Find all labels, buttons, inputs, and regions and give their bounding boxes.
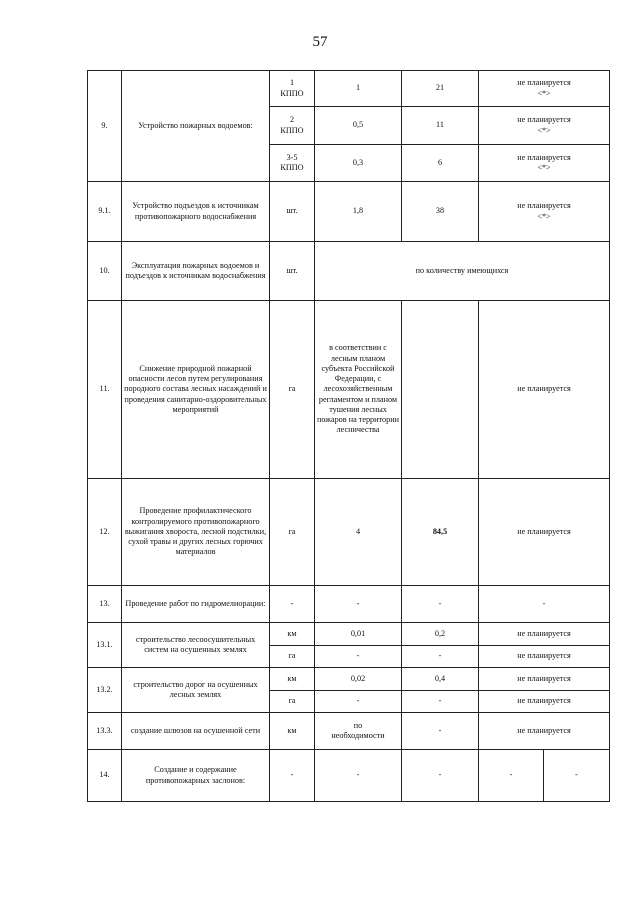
unit-cell: - (270, 750, 315, 802)
value-cell: - (315, 586, 402, 623)
unit-cell: 2 КППО (270, 107, 315, 145)
row-name: Устройство подъездов к источникам противопожарного водоснабжения (122, 182, 270, 242)
row-name: Проведение профилактического контролируемого противопожарного выжигания хвороста, лесной подстилки, сухой травы и других лесных горючих материалов (122, 479, 270, 586)
table-row (88, 301, 610, 479)
value-cell: 11 (402, 107, 479, 145)
plan-cell: не планируется (479, 623, 610, 646)
row-number: 12. (88, 479, 122, 586)
plan-cell: не планируется <*> (479, 182, 610, 242)
note-cell: в соответствии с лесным планом субъекта Российской Федерации, с лесохозяйственным регламентом и планом тушения лесных пожаров на территории лесничества (315, 301, 402, 479)
row-name: Снижение природной пожарной опасности лесов путем регулирования породного состава лесных насаждений и проведения санитарно-оздоровительных мероприятий (122, 301, 270, 479)
unit-cell: шт. (270, 242, 315, 301)
value-cell: 0,3 (315, 145, 402, 182)
row-number: 9. (88, 71, 122, 182)
unit-cell: 3-5 КППО (270, 145, 315, 182)
value-cell: 1,8 (315, 182, 402, 242)
value-cell: - (315, 750, 402, 802)
table-row (88, 750, 610, 802)
plan-cell: не планируется <*> (479, 145, 610, 182)
fire-prevention-table (87, 70, 610, 802)
value-cell: по необходимости (315, 713, 402, 750)
value-cell: - (402, 750, 479, 802)
page-number: 57 (312, 34, 328, 50)
row-number: 14. (88, 750, 122, 802)
row-name: Проведение работ по гидромелиорации: (122, 586, 270, 623)
value-cell: 0,02 (315, 668, 402, 691)
value-cell: 0,5 (315, 107, 402, 145)
unit-cell: км (270, 713, 315, 750)
plan-cell: - (479, 750, 544, 802)
table-row (88, 479, 610, 586)
unit-cell: км (270, 623, 315, 646)
plan-cell: не планируется (479, 713, 610, 750)
merged-cell: по количеству имеющихся (315, 242, 610, 301)
row-number: 10. (88, 242, 122, 301)
value-cell: 0,01 (315, 623, 402, 646)
table-row (88, 71, 610, 107)
value-cell: 6 (402, 145, 479, 182)
row-number: 13.2. (88, 668, 122, 713)
unit-cell: - (270, 586, 315, 623)
unit-cell: га (270, 646, 315, 668)
value-cell: 0,4 (402, 668, 479, 691)
unit-cell: 1 КППО (270, 71, 315, 107)
row-name: создание шлюзов на осушенной сети (122, 713, 270, 750)
plan-cell: не планируется <*> (479, 107, 610, 145)
row-name: Эксплуатация пожарных водоемов и подъездов к источникам водоснабжения (122, 242, 270, 301)
unit-cell: шт. (270, 182, 315, 242)
plan-cell: не планируется (479, 301, 610, 479)
value-cell: 0,2 (402, 623, 479, 646)
row-number: 13.3. (88, 713, 122, 750)
table-row (88, 713, 610, 750)
value-cell: - (402, 713, 479, 750)
row-name: Устройство пожарных водоемов: (122, 71, 270, 182)
value-cell: - (402, 586, 479, 623)
table-row (88, 182, 610, 242)
plan-cell: не планируется (479, 646, 610, 668)
row-number: 13.1. (88, 623, 122, 668)
table-row (88, 623, 610, 646)
table-row (88, 668, 610, 691)
table-row (88, 586, 610, 623)
empty-cell (402, 301, 479, 479)
row-number: 9.1. (88, 182, 122, 242)
plan-cell: - (544, 750, 610, 802)
plan-cell: не планируется <*> (479, 71, 610, 107)
value-cell: - (402, 691, 479, 713)
value-cell: - (315, 646, 402, 668)
value-cell: 38 (402, 182, 479, 242)
unit-cell: га (270, 479, 315, 586)
value-cell: 1 (315, 71, 402, 107)
unit-cell: км (270, 668, 315, 691)
value-cell: 21 (402, 71, 479, 107)
plan-cell: не планируется (479, 691, 610, 713)
value-cell: 4 (315, 479, 402, 586)
value-cell: - (402, 646, 479, 668)
row-name: строительство дорог на осушенных лесных землях (122, 668, 270, 713)
plan-cell: не планируется (479, 479, 610, 586)
row-name: Создание и содержание противопожарных заслонов: (122, 750, 270, 802)
row-name: строительство лесоосушительных систем на осушенных землях (122, 623, 270, 668)
plan-cell: - (479, 586, 610, 623)
value-cell: 84,5 (402, 479, 479, 586)
row-number: 13. (88, 586, 122, 623)
unit-cell: га (270, 301, 315, 479)
table-row (88, 242, 610, 301)
value-cell: - (315, 691, 402, 713)
plan-cell: не планируется (479, 668, 610, 691)
unit-cell: га (270, 691, 315, 713)
row-number: 11. (88, 301, 122, 479)
